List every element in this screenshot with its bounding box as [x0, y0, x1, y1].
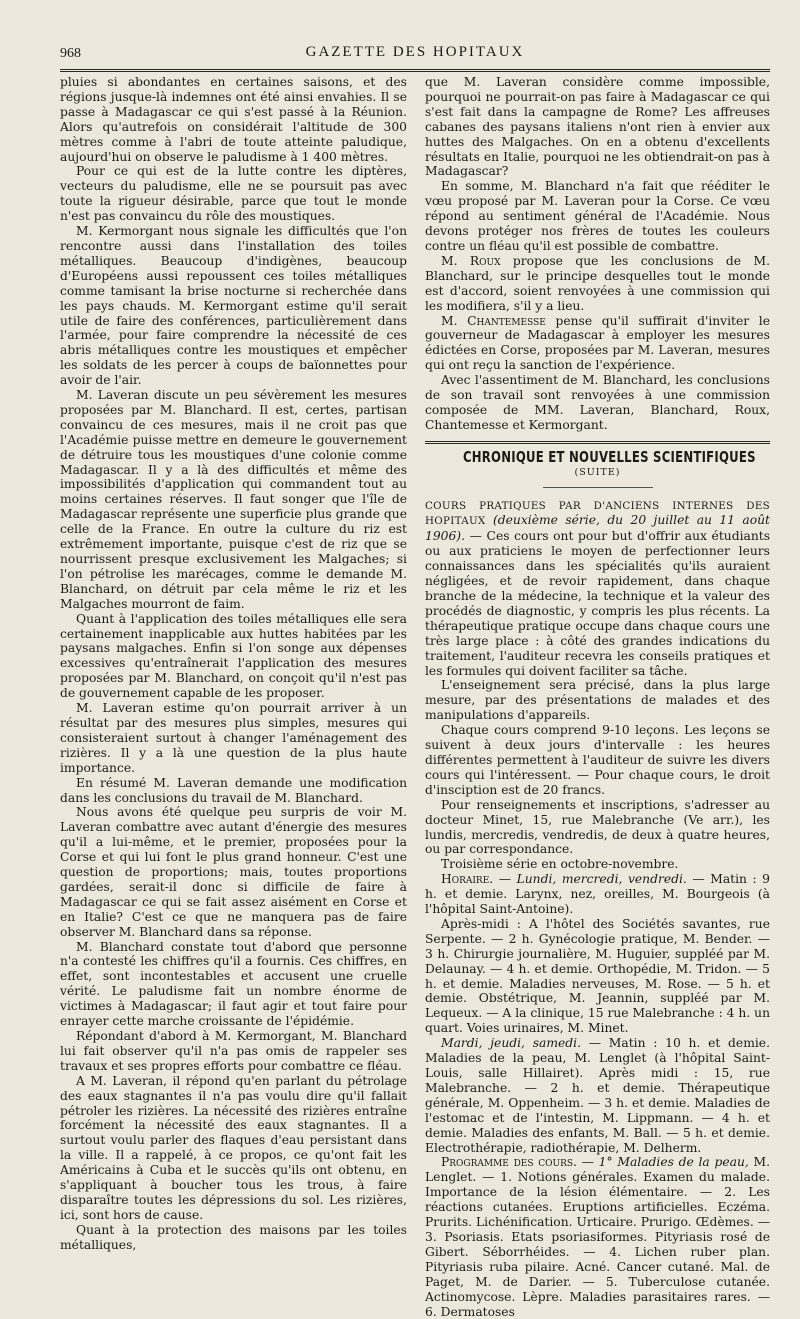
paragraph: [425, 498, 770, 679]
paragraph: Nous avons été quelque peu surpris de voir M. Laveran combattre avec autant d'énergie des mesures qu'il a lui-même, et le premier, proposées pour la Corse et qui lui font le plus grand honneur. C'est une question de proportions; mais, toutes proportions gardées, serait-il donc si difficile de faire à Madagascar ce qui se fait assez aisément en Corse et en Italie? C'est ce que ne manquera pas de faire observer M. Blanchard dans sa réponse.: [60, 805, 407, 939]
paragraph: Troisième série en octobre-novembre.: [440, 857, 679, 872]
course-heading: COURS PRATIQUES PAR D'ANCIENS INTERNES DES HOPITAUX: [425, 499, 770, 528]
header-rule: [60, 69, 770, 72]
program-label: Programme des cours.: [440, 1155, 577, 1170]
paragraph-text: — Matin : 9 h. et demie. Larynx, nez, oreilles, M. Bourgeois (à l'hôpital Saint-Antoine).: [425, 872, 770, 917]
paragraph: que M. Laveran considère comme impossible, pourquoi ne pourrait-on pas faire à Madagascar ce qui s'est fait dans la campagne de Rome? Les affreuses cabanes des paysans italiens n'ont rien à envier aux huttes des Malgaches. On en a obtenu d'excellents résultats en Italie, pourquoi ne les obtiendrait-on pas à Madagascar?: [425, 75, 770, 179]
program-topic: 1° Maladies de la peau,: [598, 1155, 749, 1170]
section-title: CHRONIQUE ET NOUVELLES SCIENTIFIQUES: [462, 447, 756, 466]
paragraph: M. Blanchard constate tout d'abord que personne n'a contesté les chiffres qu'il a fournis. Ces chiffres, en effet, sont incontestables et accusent une cruelle vérité. Le paludisme fait un nombre énorme de victimes à Madagascar; il faut agir et tout faire pour enrayer cette marche croissante de l'épidémie.: [60, 939, 407, 1029]
paragraph: L'enseignement sera précisé, dans la plus large mesure, par des présentations de malades et des manipulations d'appareils.: [425, 678, 770, 723]
page-header: [60, 44, 770, 66]
paragraph-text: — Matin : 10 h. et demie. Maladies de la peau, M. Lenglet (à l'hôpital Saint-Louis, salle Hillairet). Après midi : 15, rue Malebranche. — 2 h. et demie. Thérapeutique générale, M. Oppenheim. — 3 h. et demie. Maladies de l'estomac et de l'intestin, M. Lippmann. — 4 h. et demie. Maladies des enfants, M. Ball. — 5 h. et demie. Electrothérapie, radiothérapie, M. Delherm.: [425, 1036, 770, 1155]
paragraph-text: pense qu'il suffirait d'inviter le gouverneur de Madagascar à employer les mesures édictées en Corse, proposées par M. Laveran, mesures qui ont reçu la sanction de l'expérience.: [425, 313, 770, 373]
paragraph: Avec l'assentiment de M. Blanchard, les conclusions de son travail sont renvoyées à une commission composée de MM. Laveran, Blanchard, Roux, Chantemesse et Kermorgant.: [425, 373, 770, 432]
paragraph: [425, 1036, 770, 1155]
paragraph: pluies si abondantes en certaines saisons, et des régions jusque-là indemnes ont été ainsi envahies. Il se passe à Madagascar ce qui s'est passé à la Réunion. Alors qu'autrefois on considérait l'altitude de 300 mètres comme à l'abri de toute atteinte paludique, aujourd'hui on observe le paludisme à 1 400 mètres.: [60, 75, 407, 164]
paragraph: M. Laveran discute un peu sévèrement les mesures proposées par M. Blanchard. Il est, certes, partisan convaincu de ces mesures, mais il ne croit pas que l'Académie puisse mettre en demeure le gouvernement de détruire tous les moustiques d'une colonie comme Madagascar. Il y a là des difficultés et même des impossibilités d'application qui commandent tout au moins certaines réserves. Il faut songer que l'île de Madagascar représente une superficie plus grande que celle de la France. En outre la culture du riz est extrêmement importante, puisque c'est de riz que se nourrissent presque exclusivement les Malgaches; si l'on pétrolise les marécages, comme le demande M. Blanchard, on détruit par cela même le riz et les Malgaches mourront de faim.: [60, 388, 407, 611]
paragraph: Horaire. — Lundi, mercredi, vendredi. — Matin : 9 h. et demie. Larynx, nez, oreilles, M. Bourgeois (à l'hôpital Saint-Antoine).: [425, 872, 770, 917]
paragraph: Quant à l'application des toiles métalliques elle sera certainement inapplicable aux huttes habitées par les paysans malgaches. Enfin si l'on songe aux dépenses excessives qu'entraînerait l'application des mesures proposées par M. Blanchard, on conçoit qu'il n'est pas de gouvernement capable de les proposer.: [60, 611, 407, 701]
paragraph: En résumé M. Laveran demande une modification dans les conclusions du travail de M. Blanchard.: [60, 775, 407, 805]
paragraph: A M. Laveran, il répond qu'en parlant du pétrolage des eaux stagnantes il n'a pas voulu dire qu'il fallait pétroler les rizières. La nécessité des rizières entraîne forcément la nécessité des eaux stagnantes. Il a surtout voulu parler des flaques d'eau persistant dans la ville. Il a rappelé, à ce propos, ce qu'ont fait les Américains à Cuba et le succès qu'ils ont obtenu, en s'appliquant à boucher tous les trous, à faire disparaître toutes les dépressions du sol. Les rizières, ici, sont hors de cause.: [60, 1073, 407, 1222]
paragraph: Quant à la protection des maisons par les toiles métalliques,: [60, 1222, 407, 1252]
schedule-days: Mardi, jeudi, samedi.: [440, 1036, 581, 1051]
paragraph-text: — Ces cours ont pour but d'offrir aux étudiants ou aux praticiens le moyen de perfectionner leurs connaissances dans les spécialités qu'ils auraient négligées, et de revoir rapidement, dans chaque branche de la médecine, la technique et la valeur des procédés de diagnostic, y compris les plus récents. La thérapeutique pratique occupe dans chaque cours une très large place : à côté des grandes indications du traitement, l'auditeur recevra les conseils pratiques et les formules qui doivent faciliter sa tâche.: [425, 529, 770, 678]
paragraph-text: M. Lenglet. — 1. Notions générales. Examen du malade. Importance de la lésion élémentaire. — 2. Les réactions cutanées. Eruptions artificielles. Eczéma. Prurits. Lichénification. Urticaire. Prurigo. Œdèmes. — 3. Psoriasis. Etats psoriasiformes. Pityriasis rosé de Gibert. Séborrhéides. — 4. Lichen ruber plan. Pityriasis ruba pilaire. Acné. Cancer cutané. Mal. de Paget, M. de Darier. — 5. Tuberculose cutanée. Actinomycose. Lèpre. Maladies parasitaires rares. — 6. Dermatoses: [425, 1155, 770, 1319]
speaker-name: M. Chantemesse: [440, 313, 546, 328]
paragraph: Pour renseignements et inscriptions, s'adresser au docteur Minet, 15, rue Malebranche (Ve arr.), les lundis, mercredis, vendredis, de deux à quatre heures, ou par correspondance.: [425, 797, 770, 857]
right-column: [425, 75, 770, 1319]
section-rule: [425, 441, 770, 444]
paragraph: En somme, M. Blanchard n'a fait que rééditer le vœu proposé par M. Laveran pour la Corse. Ce vœu répond au sentiment général de l'Académie. Nous devons protéger nos frères de toutes les couleurs contre un fléau qu'il est possible de combattre.: [425, 179, 770, 253]
section-subtitle: (SUITE): [574, 466, 621, 478]
paragraph-text: propose que les conclusions de M. Blanchard, sur le principe desquelles tout le monde est d'accord, soient renvoyées à une commission qui les modifiera, s'il y a lieu.: [425, 253, 770, 313]
paragraph: [425, 254, 770, 314]
schedule-days: Lundi, mercredi, vendredi.: [516, 872, 687, 887]
paragraph: Pour ce qui est de la lutte contre les diptères, vecteurs du paludisme, elle ne se poursuit pas avec toute la rigueur désirable, parce que tout le monde n'est pas convaincu du rôle des moustiques.: [60, 164, 407, 224]
paragraph: Chaque cours comprend 9-10 leçons. Les leçons se suivent à deux jours d'intervalle : les heures différentes permettent à l'auditeur de suivre les divers cours qui l'intéressent. — Pour chaque cours, le droit d'insciption est de 20 francs.: [425, 723, 770, 797]
left-column: [60, 75, 407, 1253]
course-dates: (deuxième série, du 20 juillet au 11 août 1906).: [425, 513, 770, 544]
paragraph: Répondant d'abord à M. Kermorgant, M. Blanchard lui fait observer qu'il n'a pas omis de rappeler ses travaux et ses propres efforts pour combattre ce fléau.: [60, 1029, 407, 1073]
schedule-label: Horaire.: [440, 872, 494, 887]
paragraph: M. Laveran estime qu'on pourrait arriver à un résultat par des mesures plus simples, mesures qui consisteraient surtout à changer l'aménagement des rizières. Il y a là une question de la plus haute importance.: [60, 701, 407, 775]
subtitle-rule: [543, 487, 653, 488]
paragraph: Programme des cours. — 1° Maladies de la peau, M. Lenglet. — 1. Notions générales. Examen du malade. Importance de la lésion élémentaire. — 2. Les réactions cutanées. Eruptions artificielles. Eczéma. Prurits. Lichénification. Urticaire. Prurigo. Œdèmes. — 3. Psoriasis. Etats psoriasiformes. Pityriasis rosé de Gibert. Séborrhéides. — 4. Lichen ruber plan. Pityriasis ruba pilaire. Acné. Cancer cutané. Mal. de Paget, M. de Darier. — 5. Tuberculose cutanée. Actinomycose. Lèpre. Maladies parasitaires rares. — 6. Dermatoses: [425, 1155, 770, 1319]
paragraph: M. Kermorgant nous signale les difficultés que l'on rencontre aussi dans l'installation des toiles métalliques. Beaucoup d'indigènes, beaucoup d'Européens aussi repoussent ces toiles métalliques comme tamisant la brise nocturne si recherchée dans les pays chauds. M. Kermorgant estime qu'il serait utile de faire des conférences, particulièrement dans l'armée, pour faire comprendre la nécessité de ces abris métalliques contre les moustiques et empêcher les soldats de les percer à coups de baïonnettes pour avoir de l'air.: [60, 224, 407, 388]
paragraph: Après-midi : A l'hôtel des Sociétés savantes, rue Serpente. — 2 h. Gynécologie pratique, M. Bender. — 3 h. Chirurgie journalière, M. Huguier, suppléé par M. Delaunay. — 4 h. et demie. Orthopédie, M. Tridon. — 5 h. et demie. Maladies nerveuses, M. Rose. — 5 h. et demie. Obstétrique, M. Jeannin, suppléé par M. Lequeux. — A la clinique, 15 rue Malebranche : 4 h. un quart. Voies urinaires, M. Minet.: [425, 916, 770, 1036]
running-title: GAZETTE DES HOPITAUX: [305, 44, 525, 60]
speaker-name: M. Roux: [440, 253, 501, 268]
paragraph: [425, 314, 770, 374]
page-number: 968: [60, 46, 81, 61]
